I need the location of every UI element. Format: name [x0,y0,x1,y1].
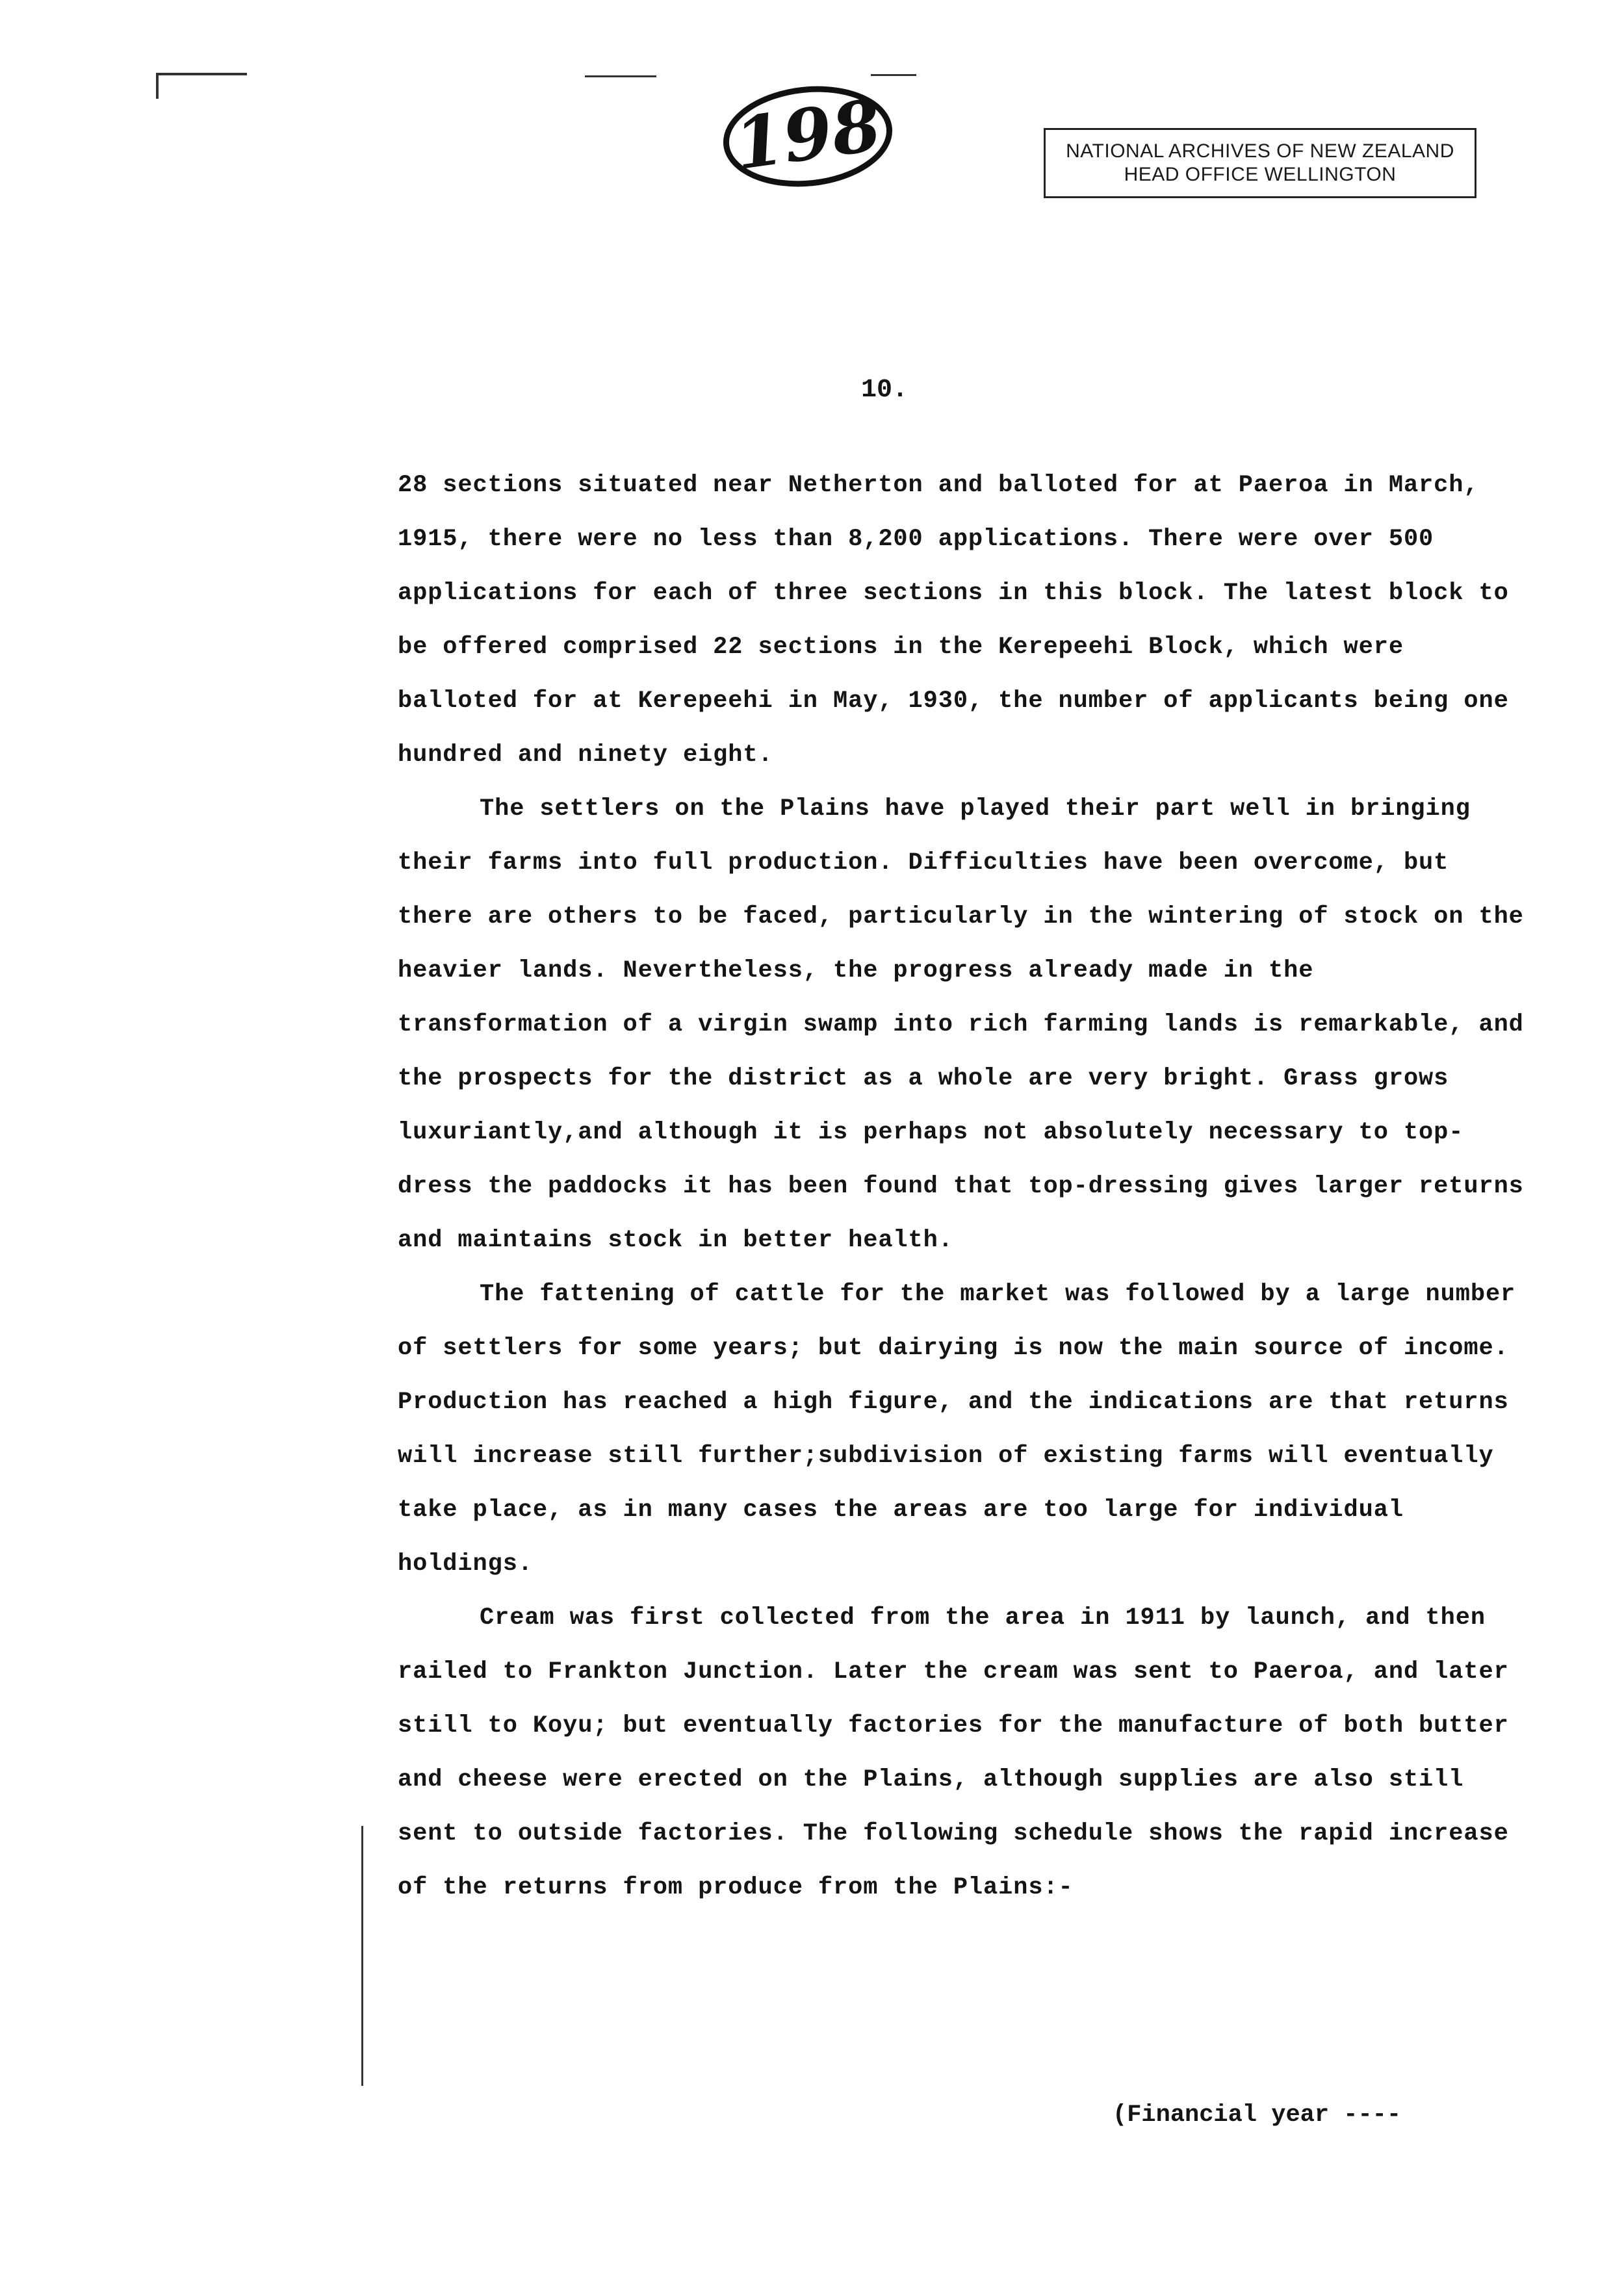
margin-line-left [361,1826,363,2086]
scan-mark-top-center-left [585,75,656,77]
continuation-note: (Financial year ---- [1113,2101,1402,2129]
paragraph-4: Cream was first collected from the area in 1911 by launch, and then railed to Frankton Junction. Later the cream was sent to Paeroa, and later still to Koyu; but eventually factories for the manufacture of both butter and cheese were erected on the Plains, although supplies are also still sent to outside factories. The following schedule shows the rapid increase of the returns from produce from the Plains:- [398,1604,1509,1901]
paragraph-2: The settlers on the Plains have played their part well in bringing their farms into full production. Difficulties have been overcome, but there are others to be faced, particularly in the wintering of stock on the heavier lands. Nevertheless, the progress already made in the transformation of a virgin swamp into rich farming lands is remarkable, and the prospects for the district as a whole are very bright. Grass grows luxuriantly,and although it is perhaps not absolutely necessary to top-dress the paddocks it has been found that top-dressing gives larger returns and maintains stock in better health. [398,795,1524,1254]
archive-stamp [1044,128,1476,198]
folio-number-text: 198 [729,84,886,186]
scan-mark-top-left [156,73,247,75]
archive-stamp-line1: NATIONAL ARCHIVES OF NEW ZEALAND [1066,140,1454,162]
paragraph-3: The fattening of cattle for the market was followed by a large number of settlers for some years; but dairying is now the main source of income. Production has reached a high figure, and the indications are that returns will increase still further;subdivision of existing farms will eventually take place, as in many cases the areas are too large for individual holdings. [398,1281,1516,1578]
body-text [398,459,1528,1915]
paragraph-1: 28 sections situated near Netherton and balloted for at Paeroa in March, 1915, there were no less than 8,200 applications. There were over 500 applications for each of three sections in this block. The latest block to be offered comprised 22 sections in the Kerepeehi Block, which were balloted for at Kerepeehi in May, 1930, the number of applicants being one hundred and ninety eight. [398,472,1509,769]
page-number: 10. [861,376,909,405]
archive-stamp-line2: HEAD OFFICE WELLINGTON [1124,164,1397,185]
folio-number [720,77,896,194]
scan-mark-top-left-vertical [156,73,159,99]
